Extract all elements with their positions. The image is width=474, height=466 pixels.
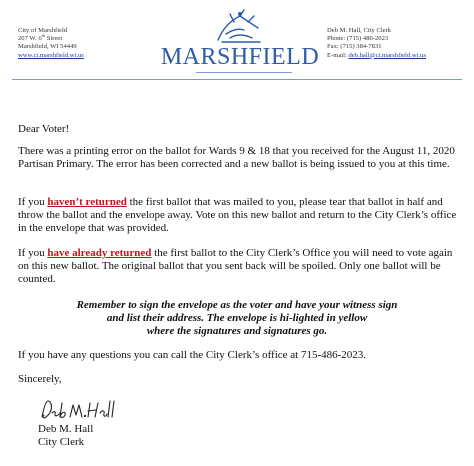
logo-underline [196, 72, 292, 78]
reminder-line-3: where the signatures and signatures go. [146, 325, 328, 337]
paragraph-questions: If you have any questions you can call the City Clerk’s office at 715-486-2023. [18, 349, 367, 361]
greeting: Dear Voter! [18, 123, 70, 135]
reminder-line-2: and list their address. The envelope is hi-lighted in yellow [106, 312, 368, 324]
reminder-line-1: Remember to sign the envelope as the voter and have your witness sign [76, 299, 398, 311]
letterhead-right [327, 27, 426, 60]
paragraph-already-returned [18, 247, 460, 286]
city-locality: Marshfield, WI 54449 [18, 43, 77, 51]
logo-wordmark: MARSHFIELD [160, 44, 320, 70]
not-returned-highlight: haven’t returned [47, 196, 127, 208]
street-name: Street [45, 35, 63, 43]
marshfield-logo [160, 8, 320, 76]
clerk-name: Deb M. Hall, City Clerk [327, 27, 392, 34]
street-number: 207 W. 6 [18, 35, 42, 43]
p2-lead: If you [18, 196, 48, 208]
clerk-email-link[interactable]: deb.hall@ci.marshfield.wi.us [348, 51, 426, 59]
envelope-reminder [20, 299, 454, 338]
city-street [18, 35, 84, 43]
paragraph-not-returned [18, 196, 460, 235]
p2-body: the first ballot that was mailed to you, please tear that ballot in half and throw the ballot and the envelope away. Vote on this new ballot and return to the City Clerk’s office in the envelope that was provided. [18, 196, 457, 234]
p3-body: the first ballot to the City Clerk’s Office you will need to vote again on this new ballot. The original ballot that you sent back will be spoiled. Only one ballot will be counted. [18, 247, 453, 285]
clerk-fax: Fax: (715) 384-7831 [327, 43, 382, 51]
clerk-email [327, 52, 426, 60]
signer-title: City Clerk [38, 436, 85, 448]
letterhead-divider [12, 79, 462, 80]
marshfield-logo-icon [160, 8, 320, 48]
clerk-phone: Phone: (715) 486-2023 [327, 35, 389, 43]
city-website-link[interactable]: www.ci.marshfield.wi.us [18, 51, 84, 59]
street-suffix: th [41, 33, 46, 39]
letterhead-left [18, 27, 84, 60]
email-label: E-mail: [327, 51, 349, 59]
handwritten-signature [38, 397, 128, 423]
already-returned-highlight: have already returned [47, 247, 152, 259]
paragraph-printing-error: There was a printing error on the ballot for Wards 9 & 18 that you received for the August 11, 2020 Partisan Primary. The error has been corrected and a new ballot is being issued to you at this time. [18, 145, 455, 170]
p3-lead: If you [18, 247, 48, 259]
signer-name: Deb M. Hall [38, 423, 94, 435]
city-name: City of Marshfield [18, 27, 68, 34]
closing: Sincerely, [18, 373, 62, 385]
